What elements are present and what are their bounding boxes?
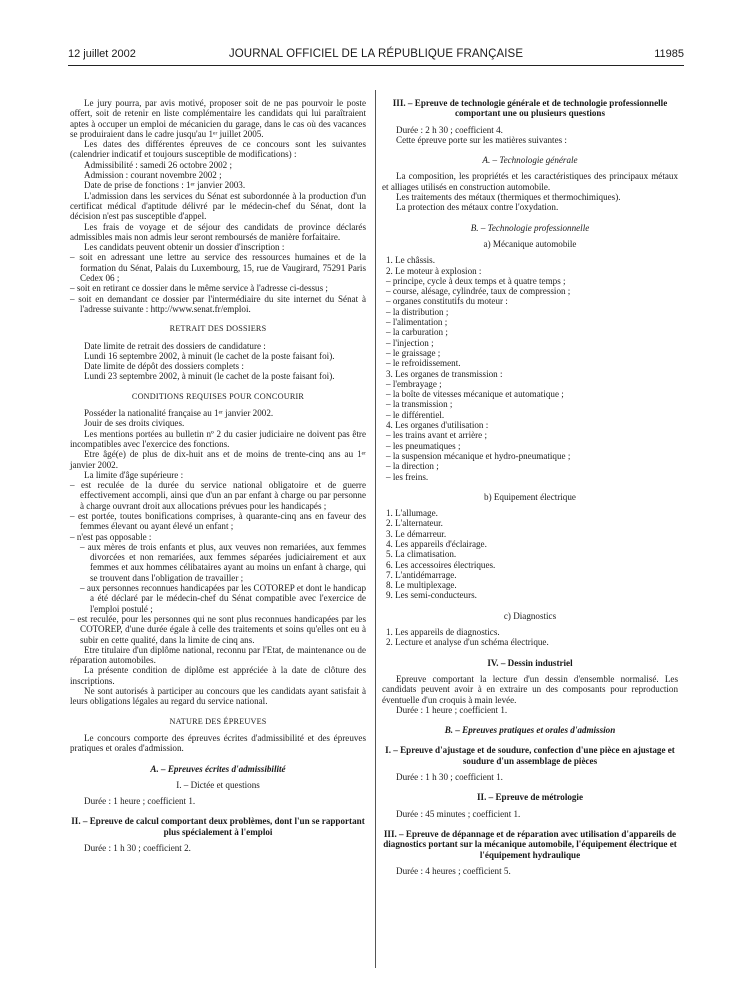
list-item: 1. Le châssis.: [386, 255, 435, 266]
subsection-heading: B. – Technologie professionnelle: [470, 222, 590, 233]
paragraph: La limite d'âge supérieure :: [84, 469, 184, 480]
list-item: – la carburation ;: [386, 327, 448, 338]
paragraph: Durée : 1 heure ; coefficient 1.: [396, 704, 508, 715]
list-item: – soit en demandant ce dossier par l'intermédiaire du site internet du Sénat à l'adresse suivante : http://www.senat.fr/emploi.: [70, 293, 366, 314]
list-item: – organes constitutifs du moteur :: [386, 296, 508, 307]
list-item: – est reculée, pour les personnes qui ne sont plus reconnues handicapées par les COTOREP, d'une durée égale à celle des traitements et soins qu'elles ont eu à subir en cette qualité, dans la limite de cinq ans.: [70, 613, 366, 645]
list-item: 3. Le démarreur.: [386, 528, 447, 539]
list-item: – la suspension mécanique et hydro-pneumatique ;: [386, 450, 571, 461]
list-item: – la transmission ;: [386, 399, 453, 410]
paragraph: La composition, les propriétés et les caractéristiques des principaux métaux et alliages utilisés en construction automobile.: [382, 171, 678, 192]
list-item: 5. La climatisation.: [386, 549, 457, 560]
list-item: – principe, cycle à deux temps et à quatre temps ;: [386, 275, 566, 286]
list-item: – est reculée de la durée du service national obligatoire et de guerre effectivement accompli, ainsi que d'un an par enfant à charge ou par personne à charge ouvrant droit aux allocations prévues pour les handicapés ;: [70, 480, 366, 511]
header-date: 12 juillet 2002: [68, 48, 136, 60]
list-item: 8. Le multiplexage.: [386, 580, 457, 591]
list-item: 2. Le moteur à explosion :: [386, 265, 482, 276]
list-item: 2. Lecture et analyse d'un schéma électrique.: [386, 637, 549, 648]
paragraph: Le jury pourra, par avis motivé, proposer soit de ne pas pourvoir le poste offert, soit de retenir en liste complémentaire les candidats qui lui paraîtraient aptes à occuper un emploi de mécanicien du garage, dans le cas où des vacances se produiraient dans le cadre jusqu'au 1ᵉʳ juillet 2005.: [70, 98, 366, 139]
list-item: – la boîte de vitesses mécanique et automatique ;: [386, 389, 564, 400]
list-item: 9. Les semi-conducteurs.: [386, 590, 477, 601]
list-subitem: – aux personnes reconnues handicapées par les COTOREP et dont le handicap a été déclaré par le médecin-chef du Sénat compatible avec l'exercice de l'emploi postulé ;: [80, 583, 366, 614]
subsection-heading: a) Mécanique automobile: [483, 238, 577, 249]
list-item: – l'embrayage ;: [386, 378, 442, 389]
list-item: – soit en retirant ce dossier dans le même service à l'adresse ci-dessus ;: [70, 283, 328, 294]
paragraph: Admissibilité : samedi 26 octobre 2002 ;: [84, 159, 233, 170]
list-item: – course, alésage, cylindrée, taux de compression ;: [386, 286, 571, 297]
paragraph: La présente condition de diplôme est appréciée à la date de clôture des inscriptions.: [70, 665, 366, 686]
paragraph: Ne sont autorisés à participer au concours que les candidats ayant satisfait à leurs obligations légales au regard du service national.: [70, 686, 366, 707]
list-item: – la distribution ;: [386, 306, 449, 317]
list-item: – le refroidissement.: [386, 358, 461, 369]
column-divider: [375, 90, 376, 968]
paragraph: Lundi 16 septembre 2002, à minuit (le cachet de la poste faisant foi).: [84, 350, 335, 361]
header-rule: [68, 65, 684, 66]
subsection-heading: c) Diagnostics: [503, 610, 557, 621]
paragraph: Epreuve comportant la lecture d'un dessin d'ensemble normalisé. Les candidats peuvent avoir à en extraire un des composants pour reproduction éventuelle d'un croquis à main levée.: [382, 673, 678, 705]
paragraph: Les frais de voyage et de séjour des candidats de province déclarés admissibles mais non admis leur seront remboursés de manière forfaitaire.: [70, 221, 366, 242]
paragraph: Les mentions portées au bulletin nº 2 du casier judiciaire ne doivent pas être incompatibles avec l'exercice des fonctions.: [70, 428, 366, 449]
list-item: – la direction ;: [386, 461, 439, 472]
exam-heading: I. – Dictée et questions: [176, 779, 260, 790]
list-item: – les pneumatiques ;: [386, 440, 461, 451]
paragraph: Durée : 2 h 30 ; coefficient 4.: [396, 124, 503, 135]
paragraph: Cette épreuve porte sur les matières suivantes :: [396, 134, 567, 145]
paragraph: Les candidats peuvent obtenir un dossier d'inscription :: [84, 242, 285, 253]
paragraph: Le concours comporte des épreuves écrites d'admissibilité et des épreuves pratiques et orales d'admission.: [70, 732, 366, 754]
paragraph: Durée : 1 h 30 ; coefficient 1.: [396, 772, 503, 783]
paragraph: Les dates des différentes épreuves de ce concours sont les suivantes (calendrier indicatif et toujours susceptible de modifications) :: [70, 139, 366, 160]
paragraph: Durée : 4 heures ; coefficient 5.: [396, 865, 511, 876]
left-column: [70, 98, 366, 853]
section-heading: RETRAIT DES DOSSIERS: [169, 324, 267, 334]
exam-heading: II. – Epreuve de calcul comportant deux problèmes, dont l'un se rapportant plus spécialement à l'emploi: [71, 816, 365, 837]
paragraph: Les traitements des métaux (thermiques et thermochimiques).: [396, 192, 621, 203]
paragraph: Etre titulaire d'un diplôme national, reconnu par l'Etat, de maintenance ou de réparation automobiles.: [70, 644, 366, 666]
list-item: 4. Les organes d'utilisation :: [386, 420, 489, 431]
list-item: 7. L'antidémarrage.: [386, 569, 457, 580]
section-heading: NATURE DES ÉPREUVES: [169, 716, 267, 726]
right-column: [382, 98, 678, 876]
list-item: 1. Les appareils de diagnostics.: [386, 627, 500, 638]
subsection-heading: B. – Epreuves pratiques et orales d'admission: [444, 725, 616, 736]
paragraph: Etre âgé(e) de plus de dix-huit ans et de moins de trente-cinq ans au 1ᵉʳ janvier 2002.: [70, 449, 366, 470]
list-item: – le différentiel.: [386, 409, 445, 420]
paragraph: Date de prise de fonctions : 1ᵉʳ janvier 2003.: [84, 180, 246, 191]
paragraph: Posséder la nationalité française au 1ᵉʳ janvier 2002.: [84, 408, 274, 419]
exam-heading: II. – Epreuve de métrologie: [477, 792, 583, 803]
list-item: 3. Les organes de transmission :: [386, 368, 503, 379]
paragraph: L'admission dans les services du Sénat est subordonnée à la production d'un certificat médical d'aptitude délivré par le médecin-chef du Sénat, dont la décision n'est pas susceptible d'appel.: [70, 190, 366, 222]
list-item: 4. Les appareils d'éclairage.: [386, 538, 487, 549]
paragraph: Admission : courant novembre 2002 ;: [84, 170, 222, 181]
subsection-heading: A. – Epreuves écrites d'admissibilité: [150, 763, 286, 774]
list-item: – est portée, toutes bonifications comprises, à quarante-cinq ans en faveur des femmes élevant ou ayant élevé un enfant ;: [70, 510, 366, 532]
list-subitem: – aux mères de trois enfants et plus, aux veuves non remariées, aux femmes divorcées et non remariées, aux femmes séparées judiciairement et aux femmes et aux hommes célibataires ayant au moins un enfant à charge, qui se trouvent dans l'obligation de travailler ;: [80, 541, 366, 583]
list-item: – les trains avant et arrière ;: [386, 430, 487, 441]
subsection-heading: A. – Technologie générale: [482, 155, 578, 166]
list-item: 1. L'allumage.: [386, 508, 438, 519]
exam-heading: I. – Epreuve d'ajustage et de soudure, confection d'une pièce en ajustage et soudure d'un assemblage de pièces: [385, 745, 675, 766]
paragraph: Date limite de dépôt des dossiers complets :: [84, 361, 244, 372]
paragraph: La protection des métaux contre l'oxydation.: [396, 202, 559, 213]
page-header: [68, 48, 684, 64]
subsection-heading: b) Equipement électrique: [484, 491, 576, 502]
list-item: – n'est pas opposable :: [70, 531, 152, 542]
list-item: – l'alimentation ;: [386, 317, 448, 328]
paragraph: Durée : 45 minutes ; coefficient 1.: [396, 808, 521, 819]
paragraph: Jouir de ses droits civiques.: [84, 418, 185, 429]
paragraph: Durée : 1 heure ; coefficient 1.: [84, 796, 196, 807]
exam-heading: IV. – Dessin industriel: [487, 657, 573, 668]
list-item: 6. Les accessoires électriques.: [386, 559, 496, 570]
exam-heading: III. – Epreuve de technologie générale et de technologie professionnelle comportant une ou plusieurs questions: [392, 98, 668, 119]
list-item: – les freins.: [386, 471, 429, 482]
list-item: – l'injection ;: [386, 337, 434, 348]
paragraph: Lundi 23 septembre 2002, à minuit (le cachet de la poste faisant foi).: [84, 371, 335, 382]
paragraph: Durée : 1 h 30 ; coefficient 2.: [84, 843, 191, 853]
exam-heading: III. – Epreuve de dépannage et de réparation avec utilisation d'appareils de diagnostics portant sur la mécanique automobile, l'équipement électrique et l'équipement hydraulique: [383, 828, 677, 860]
list-item: 2. L'alternateur.: [386, 518, 443, 529]
header-page-number: 11985: [654, 48, 684, 60]
section-heading: CONDITIONS REQUISES POUR CONCOURIR: [131, 391, 305, 401]
paragraph: Date limite de retrait des dossiers de candidature :: [84, 340, 266, 351]
list-item: – soit en adressant une lettre au service des ressources humaines et de la formation du Sénat, Palais du Luxembourg, 15, rue de Vaugirard, 75291 Paris Cedex 06 ;: [70, 252, 366, 284]
list-item: – le graissage ;: [386, 347, 441, 358]
header-journal-title: JOURNAL OFFICIEL DE LA RÉPUBLIQUE FRANÇAISE: [228, 48, 524, 60]
